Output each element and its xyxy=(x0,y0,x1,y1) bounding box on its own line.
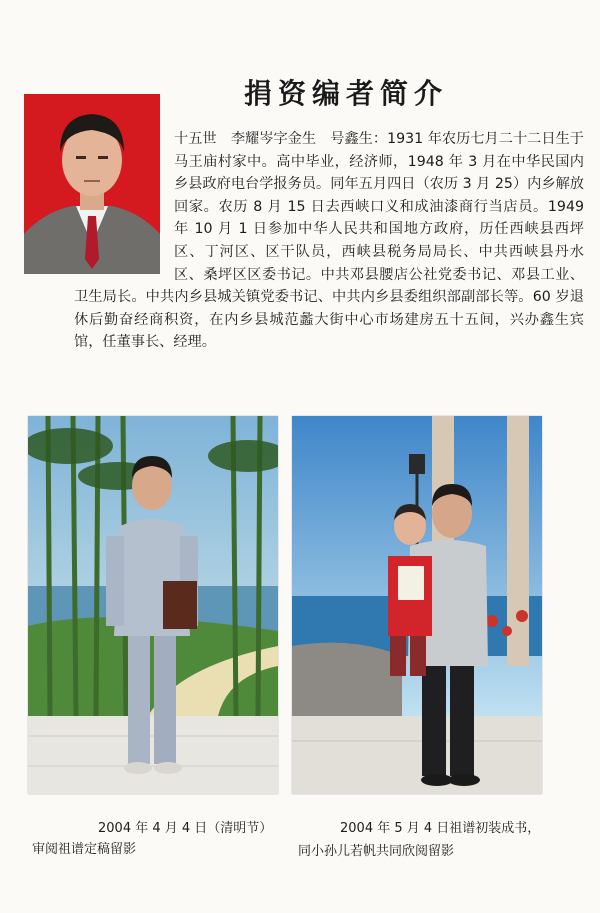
biography-text xyxy=(24,128,584,354)
caption-right-line1: 2004 年 5 月 4 日祖谱初装成书， xyxy=(340,821,541,836)
photo-left-standing xyxy=(28,416,278,794)
caption-left-line1: 2004 年 4 月 4 日（清明节） xyxy=(98,821,273,836)
portrait-spacer xyxy=(24,128,174,278)
page-title: 捐资编者简介 xyxy=(244,77,449,110)
caption-right-line2: 同小孙儿若帆共同欣阅留影 xyxy=(298,844,455,859)
bio-body: 1931 年农历七月二十二日生于马王庙村家中。高中毕业，经济师，1948 年 3 月在中华民国内乡县政府电台学报务员。同年五月四日（农历 3 月 25）内乡解放回家。农历 8 月 15 日去西峡口义和成油漆商行当店员。1949 年 10 月 1 日参加中华人民共和国地方政府，历任西峡县西坪区、丁河区、区干队员，西峡县税务局局长、中共西峡县丹水区、桑坪区区委书记。中共邓县腰店公社党委书记、邓县工业、卫生局长。中共内乡县城关镇党委书记、中共内乡县委组织部副部长等。60 岁退休后勤奋经商积资，在内乡县城范蠡大街中心市场建房五十五间，兴办鑫生宾馆，任董事长、经理。 xyxy=(74,131,584,351)
caption-left-line2: 审阅祖谱定稿留影 xyxy=(32,842,137,857)
bio-intro: 十五世 李耀岑字金生 号鑫生： xyxy=(174,131,388,147)
photo-right-with-grandson xyxy=(292,416,542,794)
